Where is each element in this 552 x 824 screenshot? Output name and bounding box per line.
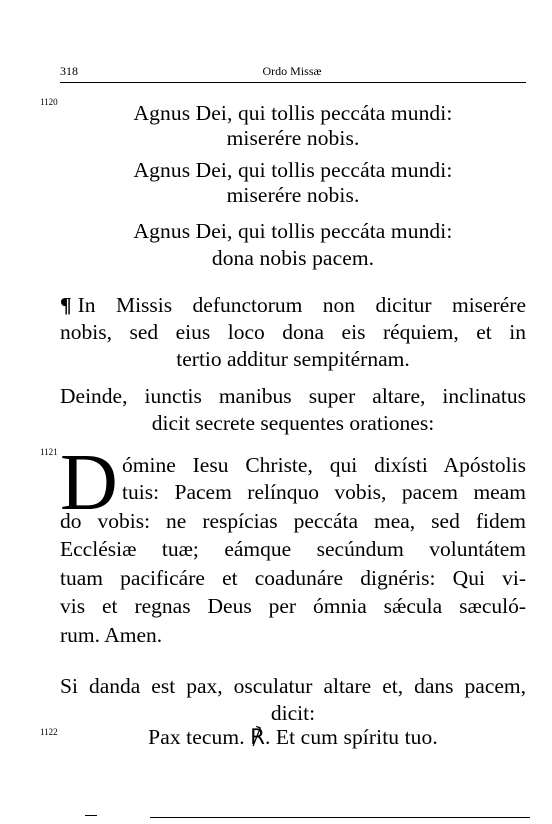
margin-number-1121: 1121 — [40, 447, 58, 457]
agnus-line-3: Agnus Dei, qui tollis peccáta mundi: — [133, 158, 453, 182]
rubric-defunctorum — [60, 292, 526, 373]
rubric2-line-1: Deinde, iunctis manibus super altare, inclinatus — [60, 384, 526, 408]
drop-cap-initial: D — [60, 439, 118, 527]
agnus-line-4: miserére nobis. — [226, 183, 360, 207]
prayer-line-1: ómine Iesu Christe, qui dixísti Apóstolis — [122, 453, 526, 477]
rubric3-line-1: Si danda est pax, osculatur altare et, dans pacem, — [60, 674, 526, 698]
rubric-deinde — [60, 383, 526, 437]
pilcrow-icon: ¶ — [60, 293, 72, 317]
running-title: Ordo Missæ — [262, 64, 322, 78]
agnus-line-5: Agnus Dei, qui tollis peccáta mundi: — [133, 219, 453, 243]
agnus-line-2: miserére nobis. — [226, 126, 360, 150]
agnus-line-1: Agnus Dei, qui tollis peccáta mundi: — [133, 101, 453, 125]
prayer-line-5: tuam pacificáre et coadunáre dignéris: Qui vi- — [60, 566, 526, 590]
margin-number-1120: 1120 — [40, 97, 58, 107]
rubric-pax — [60, 673, 526, 727]
pax-line: Pax tecum. ℟. Et cum spíritu tuo. — [148, 725, 438, 749]
rubric1-line-2: nobis, sed eius loco dona eis réquiem, et in — [60, 320, 526, 344]
header-rule — [60, 82, 526, 83]
agnus-line-6: dona nobis pacem. — [211, 246, 375, 270]
rubric2-line-2: dicit secrete sequentes orationes: — [151, 411, 435, 435]
bottom-mark — [85, 815, 97, 816]
prayer-line-7: rum. Amen. — [60, 623, 163, 647]
rubric3-line-2: dicit: — [270, 701, 316, 725]
page-number: 318 — [60, 64, 78, 78]
rubric1-line-1: ¶ In Missis defunctorum non dicitur miserére — [60, 293, 526, 317]
prayer-line-3: do vobis: ne respícias peccáta mea, sed fidem — [60, 509, 526, 533]
prayer-line-6: vis et regnas Deus per ómnia sǽcula sæculó- — [60, 594, 526, 618]
page-header — [60, 64, 524, 80]
prayer-line-2: tuis: Pacem relínquo vobis, pacem meam — [122, 480, 526, 504]
margin-number-1122: 1122 — [40, 727, 58, 737]
rubric1-line-3: tertio additur sempitérnam. — [176, 347, 410, 371]
bottom-rule — [150, 817, 530, 818]
prayer-line-4: Ecclésiæ tuæ; eámque secúndum voluntátem — [60, 537, 526, 561]
